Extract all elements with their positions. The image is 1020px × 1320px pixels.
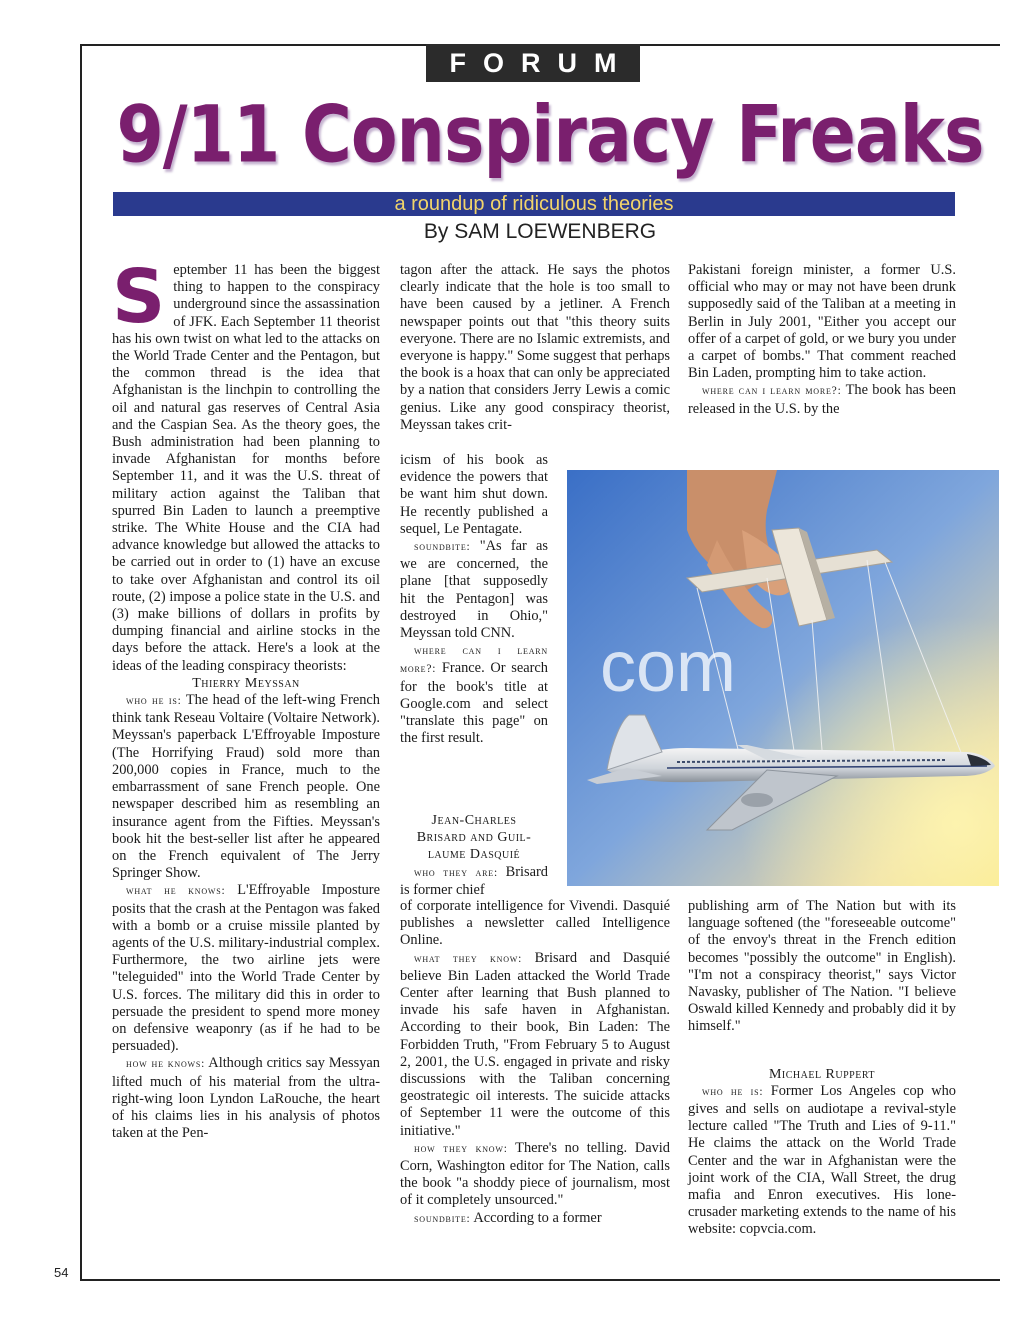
knows-label: what he knows: bbox=[126, 885, 226, 898]
brisard-who bbox=[400, 864, 548, 899]
learn-label: where can i learn more?: bbox=[400, 645, 548, 676]
puppet-plane-photo bbox=[567, 470, 999, 886]
section-label: FORUM bbox=[426, 44, 640, 82]
byline: By SAM LOEWENBERG bbox=[423, 220, 657, 243]
meyssan-knows bbox=[112, 882, 380, 1055]
bottom-rule bbox=[80, 1279, 1000, 1281]
who-text: The head of the left-wing French think tank Reseau Voltaire (Voltaire Network). Meyssan's paperback L'Effroyable Imposture (The Horrifying Fraud) sold more than 200,000 copies in France, much to the embarrassment of sane French people. One newspaper described him as resembling an insurance agent from the Fifties. Meyssan's book hit the best-seller list after he appeared on the French equivalent of The Jerry Springer Show. bbox=[112, 692, 381, 882]
who-label: who they are: bbox=[414, 866, 498, 879]
section-heading-brisard: Jean-Charles Brisard and Guil- laume Dasquié bbox=[416, 813, 532, 863]
brisard-soundbite bbox=[400, 1210, 670, 1228]
meyssan-learn bbox=[400, 642, 548, 747]
who-text: Former Los Angeles cop who gives and sells on audiotape a revival-style lecture called "The Truth and Lies of 9-11." He claims the attack on the World Trade Center and the war in Afghanistan were the joint work of the CIA, Wall Street, the drug mafia and Enron executives. His lone-crusader marketing extends to the name of his website: copvcia.com. bbox=[688, 1082, 956, 1238]
column-2-brisard-head bbox=[400, 812, 548, 899]
section-heading-ruppert: Michael Ruppert bbox=[768, 1066, 876, 1082]
intro-text: eptember 11 has been the biggest thing to happen to the conspiracy underground since the assassination of JFK. Each September 11 theorist has his own twist on what led to the attacks on the World Trade Center and the Pentagon, but the common thread is the idea that Afghanistan is the linchpin to controlling the oil and natural gas reserves of Central Asia and the Caspian Sea. As the theory goes, the Bush administration had been planning to invade Afghanistan for months before September 11, and it was the U.S. threat of military action against the Taliban that spurred Bin Laden to launch a preemptive strike. The White House and the CIA had advance knowledge but allowed the attacks to be carried out in order to (1) have an excuse to take over Afghanistan and control its oil route, (2) impose a police state in the U.S. and (3) make billions of dollars in profits by dumping financial and airline stocks in the days before the attack. Here's a look at the ideas of the leading conspiracy theorists: bbox=[112, 262, 380, 674]
column-2-narrow bbox=[400, 452, 548, 747]
soundbite-text: "As far as we are concerned, the plane [that supposedly hit the Pentagon] was destroyed in Ohio," Meyssan told CNN. bbox=[400, 538, 548, 642]
brisard-knows bbox=[400, 950, 670, 1140]
soundbite-label: soundbite: bbox=[414, 541, 471, 554]
column-3-bottom bbox=[688, 898, 956, 1239]
how-text-end: icism of his book as evidence the powers that be want him shut down. He recently published a sequel, Le Pentagate. bbox=[400, 452, 548, 537]
column-2-top bbox=[400, 262, 670, 434]
page-number: 54 bbox=[54, 1265, 69, 1280]
meyssan-soundbite bbox=[400, 538, 548, 642]
meyssan-who bbox=[112, 692, 380, 882]
knows-text: L'Effroyable Imposture posits that the crash at the Pentagon was faked with a bomb or a cruise missile planted by agents of the U.S. military-industrial complex. Furthermore, the two airline jets were "teleguided" into the World Trade Center by U.S. forces. The military did this in order to persuade the president to spend more money on defensive weaponry (as if he had to be persuaded). bbox=[112, 882, 380, 1055]
knows-text: Brisard and Dasquié believe Bin Laden attacked the World Trade Center after learning that Bush planned to invade his safe haven in Afghanistan. According to their book, Bin Laden: The Forbidden Truth, "From February 5 to August 2, 2001, the U.S. engaged in private and risky discussions with the Taliban concerning geostrategic oil interests. The suicide attacks of September 11 were the outcome of this initiative." bbox=[400, 949, 670, 1139]
brisard-how bbox=[400, 1140, 670, 1210]
who-text-continued: of corporate intelligence for Vivendi. Dasquié publishes a newsletter called Intelligence Online. bbox=[400, 898, 670, 949]
who-label: who he is: bbox=[126, 695, 182, 708]
ruppert-who bbox=[688, 1083, 956, 1239]
learn-label: where can i learn more?: bbox=[702, 385, 842, 398]
column-3-top bbox=[688, 262, 956, 418]
how-text: Although critics say Messyan lifted much of his material from the ultra-right-wing loon Lyndon LaRouche, the heart of his claims lies in his analysis of photos taken at the Pen- bbox=[112, 1055, 380, 1142]
drop-cap: S bbox=[112, 254, 166, 340]
how-text-continued: tagon after the attack. He says the photos clearly indicate that the hole is too small to have been caused by a jetliner. A French newspaper points out that "this theory suits everyone. There are no Islamic extremists, and everyone is happy." Some suggest that perhaps the book is a hoax that can only be appreciated by a nation that considers Jerry Lewis a comic genius. Like any good conspiracy theorist, Meyssan takes crit- bbox=[400, 262, 670, 433]
watermark-text: com bbox=[600, 627, 737, 707]
brisard-learn bbox=[688, 382, 956, 417]
how-label: how he knows: bbox=[126, 1058, 206, 1071]
meyssan-how bbox=[112, 1055, 380, 1142]
learn-text: The book has been released in the U.S. by the bbox=[688, 382, 956, 417]
column-2-bottom bbox=[400, 898, 670, 1228]
soundbite-label: soundbite: bbox=[414, 1212, 471, 1225]
who-label: who he is: bbox=[702, 1085, 764, 1098]
who-text: Brisard is former chief bbox=[400, 863, 548, 898]
learn-text-continued: publishing arm of The Nation but with its language softened (the "foreseeable outcome" of the envoy's threat in the French edition becomes "possibly the outcome" in English). "I'm not a conspiracy theorist," says Victor Navasky, publisher of The Nation. "I believe Oswald killed Kennedy and probably did it by himself." bbox=[688, 898, 956, 1035]
soundbite-text-continued: Pakistani foreign minister, a former U.S. official who may or may not have been drunk supposedly said of the Taliban at a meeting in Berlin in July 2001, "Either you accept our offer of a carpet of gold, or we bury you under a carpet of bombs." That comment reached Bin Laden, prompting him to take action. bbox=[688, 262, 956, 382]
how-text: There's no telling. David Corn, Washington editor for The Nation, calls the book "a shoddy piece of journalism, most of it completely unsourced." bbox=[400, 1139, 670, 1209]
knows-label: what they know: bbox=[414, 952, 523, 965]
page-title: 9/11 Conspiracy Freaks bbox=[116, 90, 984, 181]
section-heading-meyssan: Thierry Meyssan bbox=[192, 675, 300, 691]
learn-text: France. Or search for the book's title at Google.com and select "translate this page" on the first result. bbox=[400, 660, 548, 747]
soundbite-text: According to a former bbox=[473, 1209, 602, 1226]
subtitle-bar: a roundup of ridiculous theories bbox=[113, 192, 955, 216]
left-rule bbox=[80, 44, 82, 1281]
intro-paragraph bbox=[112, 254, 380, 675]
column-1 bbox=[112, 254, 381, 1262]
how-label: how they know: bbox=[414, 1142, 508, 1155]
